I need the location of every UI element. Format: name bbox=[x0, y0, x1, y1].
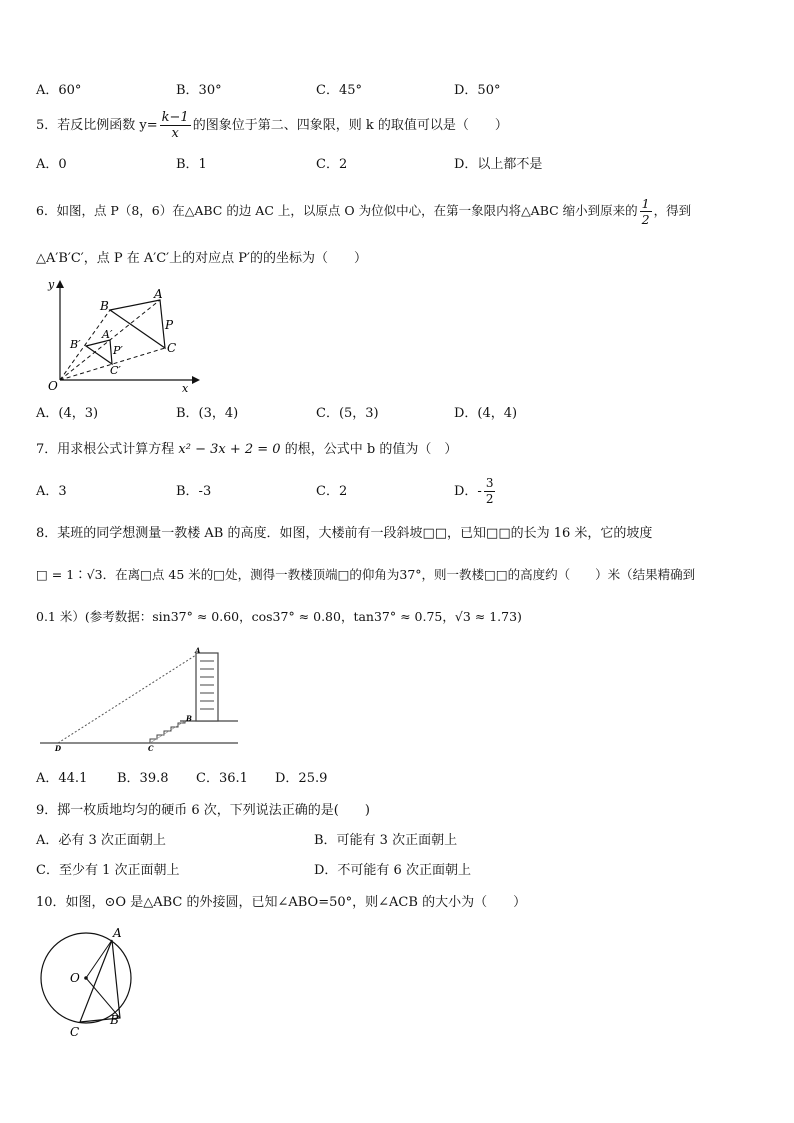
label-c: C bbox=[148, 744, 154, 753]
triangle-abc bbox=[110, 300, 165, 348]
q8-option-c: C．36.1 bbox=[196, 771, 248, 786]
q7-text-a: 7．用求根公式计算方程 bbox=[36, 442, 175, 457]
label-o: O bbox=[70, 971, 80, 985]
q5-option-d: D．以上都不是 bbox=[454, 157, 543, 172]
q5-stem bbox=[36, 110, 508, 141]
q4-option-b: B．30° bbox=[176, 83, 222, 98]
label-a: A bbox=[113, 926, 122, 940]
q5-option-a: A．0 bbox=[36, 157, 67, 172]
q6-figure bbox=[40, 278, 200, 394]
q7-equation: x² − 3x + 2 = 0 bbox=[178, 442, 281, 457]
label-c: C bbox=[167, 341, 177, 355]
label-y: y bbox=[48, 278, 55, 291]
label-p-prime: P′ bbox=[113, 344, 123, 357]
q8-stem-line2: □ = 1∶√3．在离□点 45 米的□处，测得一教楼顶端□的仰角为37°，则一教楼□□的高度约（ ）米（结果精确到 bbox=[36, 567, 696, 582]
building bbox=[196, 653, 218, 721]
q7-option-c: C．2 bbox=[316, 484, 348, 499]
q10-stem: 10．如图，⊙O 是△ABC 的外接圆，已知∠ABO=50°，则∠ACB 的大小为（ ） bbox=[36, 895, 527, 910]
q5-option-b: B．1 bbox=[176, 157, 207, 172]
q4-option-c: C．45° bbox=[316, 83, 362, 98]
q6-option-c: C．(5，3) bbox=[316, 406, 379, 421]
q9-option-c: C．至少有 1 次正面朝上 bbox=[36, 863, 180, 878]
q5-prefix: 5．若反比例函数 y= bbox=[36, 118, 158, 133]
label-b-prime: B′ bbox=[70, 338, 81, 351]
label-a: A bbox=[195, 646, 201, 655]
q8-option-b: B．39.8 bbox=[117, 771, 169, 786]
label-b: B bbox=[110, 1013, 119, 1027]
triangle-a1b1c1 bbox=[86, 340, 112, 364]
q7-option-d bbox=[454, 476, 497, 507]
label-b: B bbox=[100, 299, 109, 313]
q7-option-a: A．3 bbox=[36, 484, 67, 499]
q10-figure bbox=[34, 924, 138, 1040]
q6-frac-num: 1 bbox=[641, 196, 650, 211]
q8-figure bbox=[40, 645, 240, 753]
q6-option-a: A．(4，3) bbox=[36, 406, 99, 421]
label-x: x bbox=[182, 382, 189, 394]
q8-stem-line3: 0.1 米）(参考数据：sin37° ≈ 0.60，cos37° ≈ 0.80，tan37° ≈ 0.75，√3 ≈ 1.73) bbox=[36, 609, 522, 624]
q7-option-b: B．-3 bbox=[176, 484, 212, 499]
q6-fraction bbox=[640, 196, 652, 227]
q8-option-d: D．25.9 bbox=[275, 771, 328, 786]
x-axis-arrow bbox=[192, 376, 200, 384]
triangle-abc bbox=[80, 940, 120, 1022]
q5-frac-num: k−1 bbox=[161, 110, 189, 125]
q6-stem-line1 bbox=[36, 196, 691, 227]
q9-option-a: A．必有 3 次正面朝上 bbox=[36, 833, 166, 848]
sight-line bbox=[58, 655, 196, 743]
q7-text-b: 的根，公式中 b 的值为（ ） bbox=[284, 442, 458, 457]
q4-option-a: A．60° bbox=[36, 83, 82, 98]
q6-frac-den: 2 bbox=[641, 212, 650, 227]
q5-frac-den: x bbox=[171, 126, 179, 141]
q6-option-b: B．(3，4) bbox=[176, 406, 239, 421]
q8-option-a: A．44.1 bbox=[36, 771, 88, 786]
ray-ob bbox=[60, 310, 110, 380]
q6-line1a: 6．如图，点 P（8，6）在△ABC 的边 AC 上，以原点 O 为位似中心，在第一象限内将△ABC 缩小到原来的 bbox=[36, 203, 638, 218]
label-a: A bbox=[154, 287, 163, 301]
q4-option-d: D．50° bbox=[454, 83, 501, 98]
label-c: C bbox=[70, 1025, 80, 1039]
q8-stem-line1: 8．某班的同学想测量一教楼 AB 的高度．如图，大楼前有一段斜坡□□，已知□□的长为 16 米，它的坡度 bbox=[36, 526, 653, 541]
label-b: B bbox=[186, 714, 192, 723]
q9-option-b: B．可能有 3 次正面朝上 bbox=[314, 833, 458, 848]
q7-stem bbox=[36, 441, 457, 459]
q5-fraction bbox=[160, 110, 191, 141]
q5-option-c: C．2 bbox=[316, 157, 348, 172]
segment-ob bbox=[86, 978, 120, 1018]
q5-suffix: 的图象位于第二、四象限，则 k 的取值可以是（ ） bbox=[192, 118, 508, 133]
label-a-prime: A′ bbox=[102, 328, 113, 341]
q7-option-d-label: D．- bbox=[454, 484, 482, 499]
q6-stem-line2: △A′B′C′，点 P 在 A′C′上的对应点 P′的的坐标为（ ） bbox=[36, 251, 367, 266]
q7-d-frac-den: 2 bbox=[485, 492, 494, 506]
q6-option-d: D．(4，4) bbox=[454, 406, 518, 421]
center-point bbox=[84, 976, 88, 980]
q6-line1b: ，得到 bbox=[653, 203, 692, 218]
slope-line bbox=[150, 721, 185, 743]
label-o: O bbox=[48, 379, 58, 393]
label-c-prime: C′ bbox=[110, 364, 121, 377]
label-d: D bbox=[55, 744, 62, 753]
q9-option-d: D．不可能有 6 次正面朝上 bbox=[314, 863, 471, 878]
q7-d-fraction bbox=[484, 476, 496, 507]
q9-stem: 9．掷一枚质地均匀的硬币 6 次，下列说法正确的是( ) bbox=[36, 803, 370, 818]
y-axis-arrow bbox=[56, 280, 64, 288]
q7-d-frac-num: 3 bbox=[485, 476, 494, 490]
label-p: P bbox=[165, 318, 174, 332]
